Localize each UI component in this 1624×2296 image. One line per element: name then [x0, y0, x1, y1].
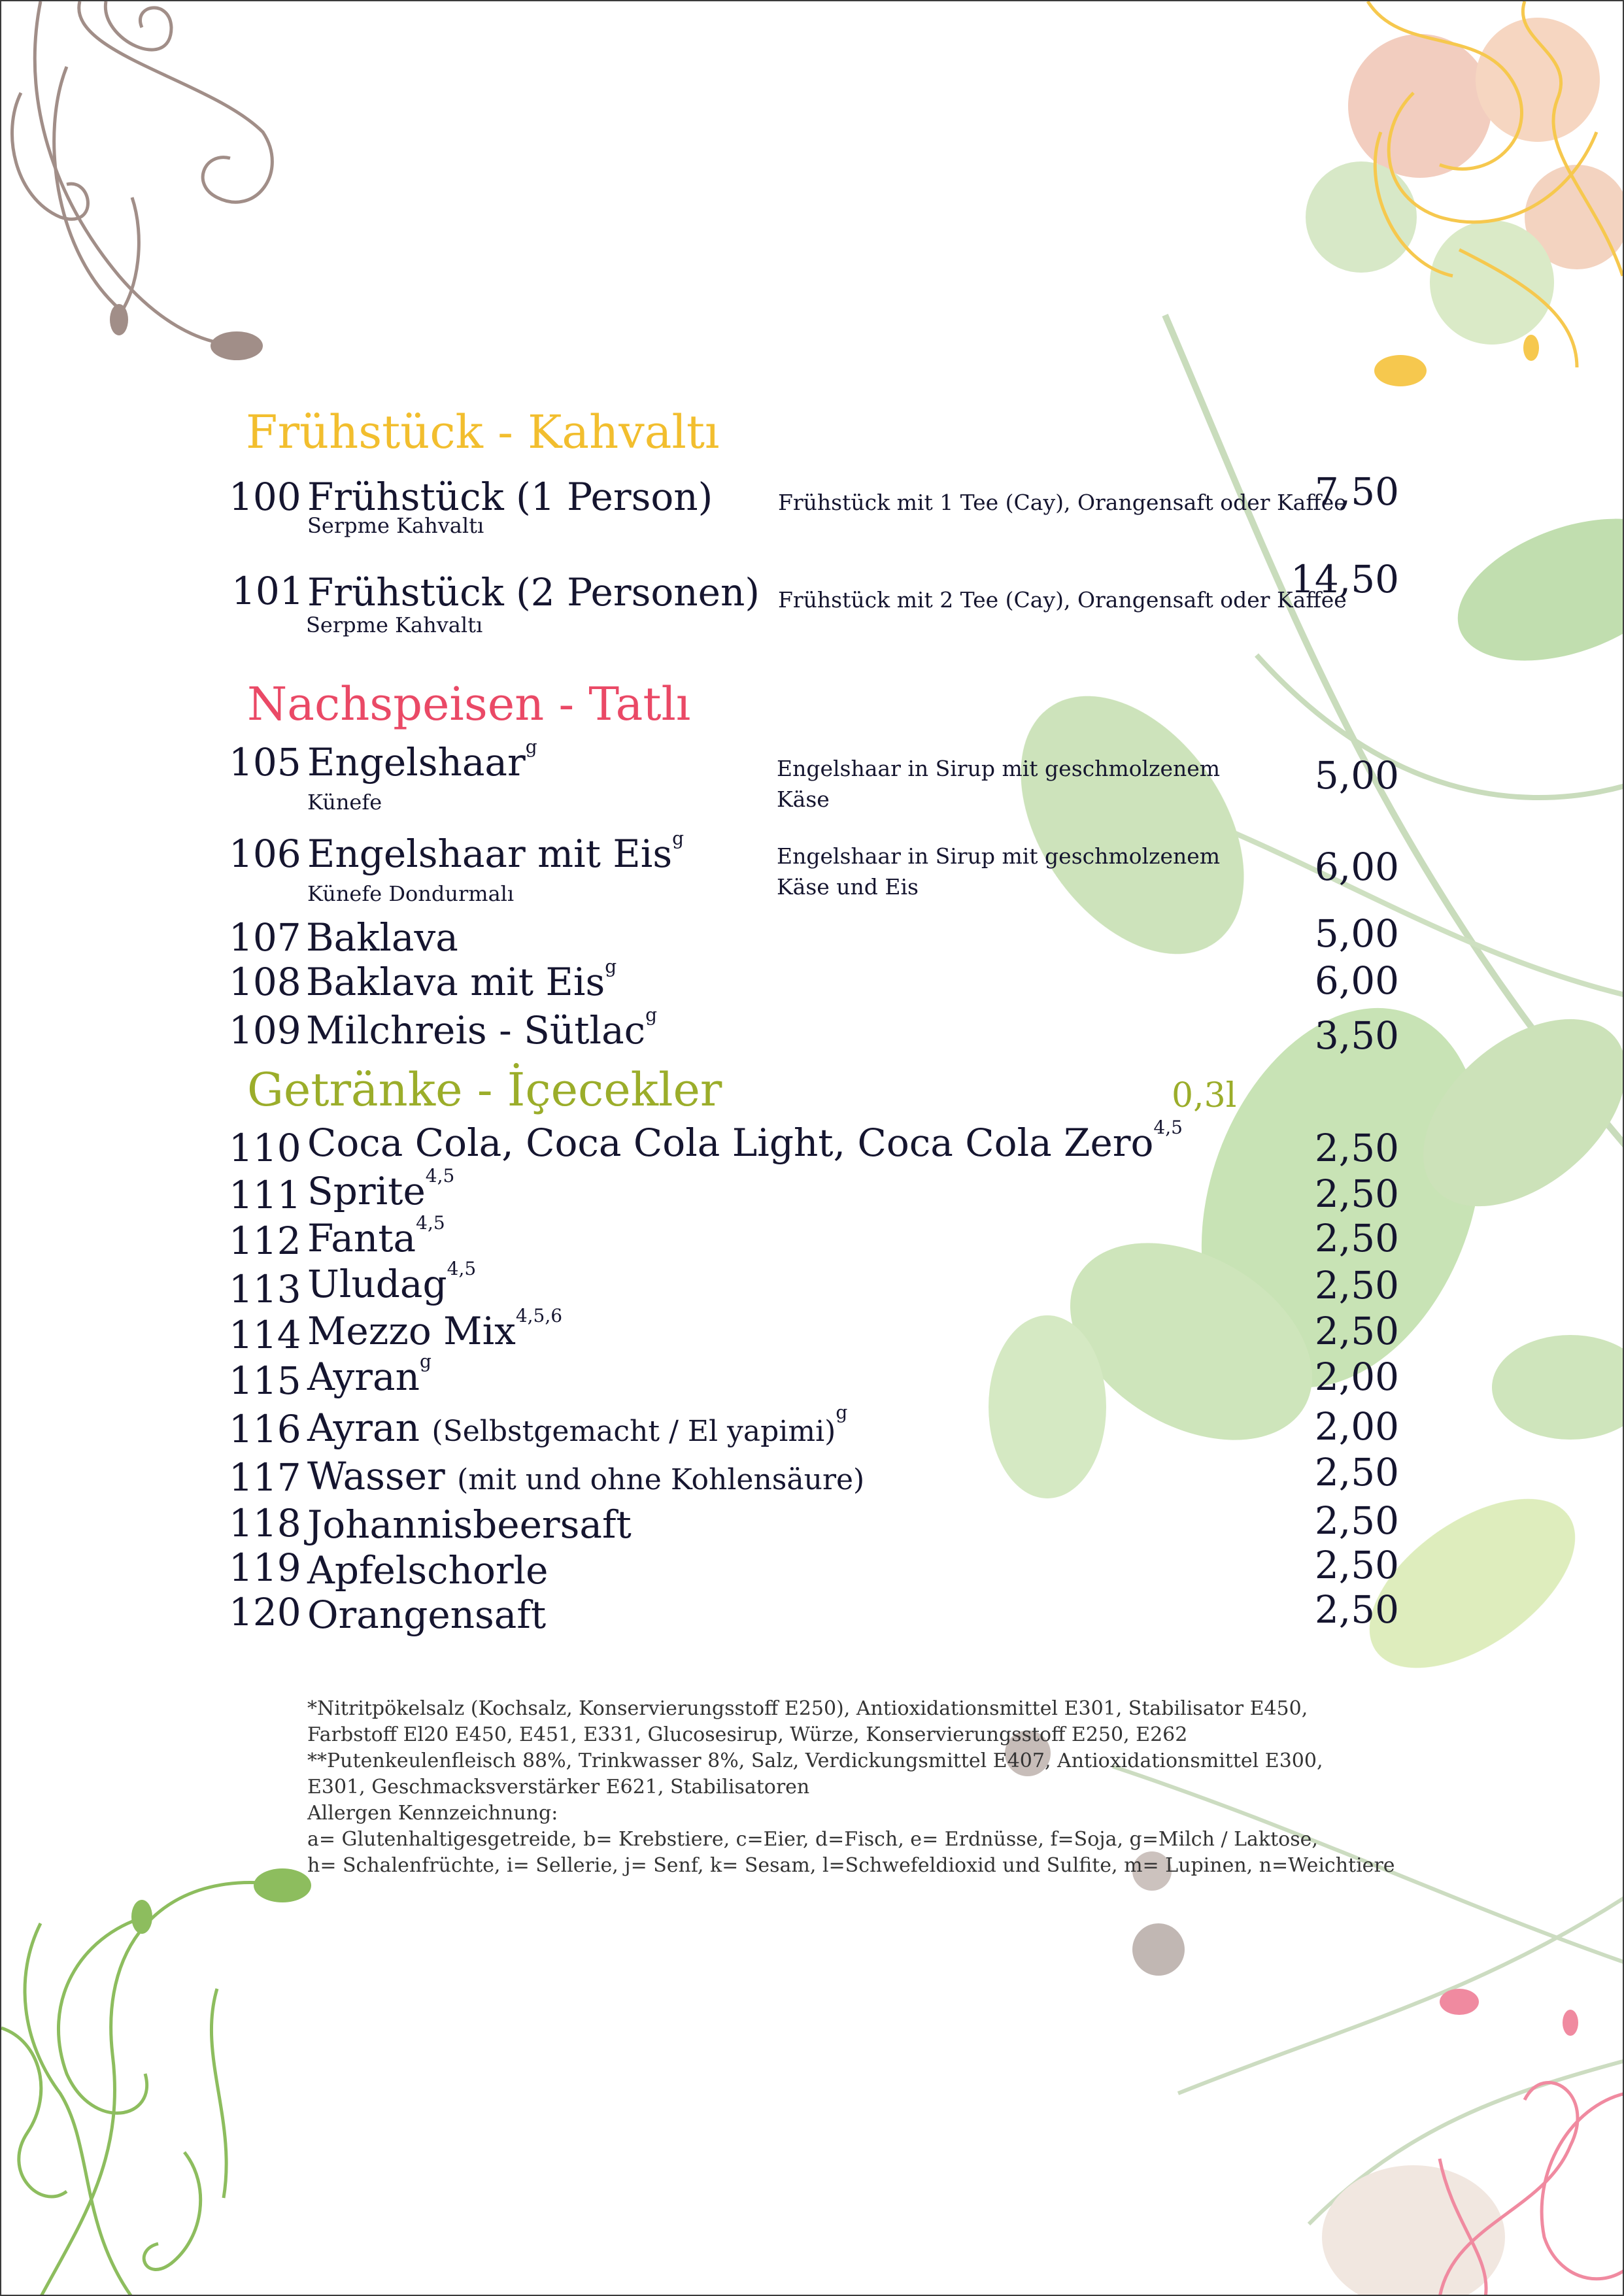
item-price: 14,50: [1290, 557, 1399, 601]
item-name: Wasser (mit und ohne Kohlensäure): [307, 1454, 865, 1498]
item-number: 105: [229, 740, 301, 785]
item-name: Apfelschorle: [307, 1548, 549, 1593]
item-price: 2,50: [1314, 1450, 1399, 1494]
item-name: Johannisbeersaft: [307, 1502, 632, 1547]
item-price: 2,50: [1314, 1263, 1399, 1308]
item-number: 113: [229, 1267, 301, 1311]
top-right-swirl-ornament: [1361, 1, 1624, 394]
item-name: Milchreis - Sütlac$^g$: [306, 1004, 658, 1053]
footnote-line: Allergen Kennzeichnung:: [307, 1802, 558, 1825]
footnote-line: *Nitritpökelsalz (Kochsalz, Konservierungsstoff E250), Antioxidationsmittel E301, Stabilisator E450,: [307, 1697, 1308, 1720]
item-name: Coca Cola, Coca Cola Light, Coca Cola Zero$^{4,5}$: [307, 1117, 1183, 1165]
item-price: 2,50: [1314, 1498, 1399, 1543]
item-name: Fanta$^{4,5}$: [307, 1212, 445, 1260]
item-price: 6,00: [1314, 958, 1399, 1003]
item-name: Frühstück (2 Personen): [307, 570, 760, 615]
breakfast-heading: Frühstück - Kahvaltı: [246, 405, 720, 459]
footnote-line: **Putenkeulenfleisch 88%, Trinkwasser 8%, Salz, Verdickungsmittel E407, Antioxidationsmittel E300,: [307, 1749, 1323, 1772]
item-name: Uludag$^{4,5}$: [307, 1258, 477, 1306]
item-name: Orangensaft: [307, 1593, 547, 1637]
item-description: Engelshaar in Sirup mit geschmolzenem Käse: [777, 756, 1221, 812]
bottom-right-swirl-ornament: [1400, 1963, 1624, 2296]
item-description: Frühstück mit 2 Tee (Cay), Orangensaft oder Kaffee: [778, 587, 1347, 613]
item-price: 2,50: [1314, 1172, 1399, 1216]
item-number: 106: [229, 832, 301, 876]
item-name: Engelshaar mit Eis$^g$: [307, 828, 685, 876]
item-number: 114: [229, 1313, 301, 1357]
item-subtitle: Künefe: [307, 790, 382, 815]
footnote-line: a= Glutenhaltigesgetreide, b= Krebstiere, c=Eier, d=Fisch, e= Erdnüsse, f=Soja, g=Milch / Laktose,: [307, 1828, 1318, 1851]
item-subtitle: Künefe Dondurmalı: [307, 881, 515, 906]
item-number: 115: [229, 1359, 301, 1403]
item-price: 7,50: [1314, 469, 1399, 514]
footnote-line: E301, Geschmacksverstärker E621, Stabilisatoren: [307, 1776, 810, 1798]
item-name: Frühstück (1 Person): [307, 475, 713, 519]
bottom-left-swirl-ornament: [1, 1858, 328, 2296]
item-name: Mezzo Mix$^{4,5,6}$: [307, 1305, 563, 1353]
item-price: 3,50: [1314, 1013, 1399, 1058]
item-price: 2,50: [1314, 1309, 1399, 1353]
item-subtitle: Serpme Kahvaltı: [306, 613, 483, 637]
item-price: 5,00: [1314, 911, 1399, 956]
item-number: 116: [229, 1407, 301, 1451]
item-price: 2,50: [1314, 1543, 1399, 1587]
item-price: 2,50: [1314, 1587, 1399, 1632]
drinks-size-label: 0,3l: [1172, 1076, 1237, 1115]
item-description: Engelshaar in Sirup mit geschmolzenem Käse und Eis: [777, 843, 1221, 900]
top-left-swirl-ornament: [1, 1, 282, 367]
item-number: 120: [229, 1590, 301, 1634]
item-number: 118: [229, 1501, 301, 1545]
item-name: Baklava: [306, 915, 458, 960]
item-price: 2,00: [1314, 1355, 1399, 1399]
item-name: Baklava mit Eis$^g$: [306, 956, 617, 1004]
basil-leaf-icon: [1438, 491, 1624, 688]
item-number: 110: [229, 1126, 301, 1170]
item-number: 112: [229, 1219, 301, 1263]
desserts-heading: Nachspeisen - Tatlı: [247, 677, 691, 731]
item-subtitle: Serpme Kahvaltı: [307, 513, 484, 538]
item-number: 111: [229, 1173, 301, 1217]
item-number: 100: [229, 475, 301, 519]
item-description: Frühstück mit 1 Tee (Cay), Orangensaft oder Kaffee: [778, 490, 1347, 515]
item-number: 109: [229, 1008, 301, 1053]
item-name: Engelshaar$^g$: [307, 736, 537, 785]
footnote-line: h= Schalenfrüchte, i= Sellerie, j= Senf, k= Sesam, l=Schwefeldioxid und Sulfite, m= Lupinen, n=Weichtiere: [307, 1854, 1395, 1877]
item-price: 5,00: [1314, 753, 1399, 798]
item-number: 108: [229, 960, 301, 1004]
footnote-line: Farbstoff El20 E450, E451, E331, Glucosesirup, Würze, Konservierungsstoff E250, E262: [307, 1723, 1188, 1746]
item-name: Sprite$^{4,5}$: [307, 1165, 455, 1213]
item-price: 2,50: [1314, 1216, 1399, 1260]
item-name: Ayran$^g$: [307, 1351, 431, 1399]
item-price: 2,00: [1314, 1404, 1399, 1449]
allergen-footnotes: [307, 1696, 1395, 1879]
item-number: 117: [229, 1455, 301, 1500]
item-number: 119: [229, 1545, 301, 1590]
item-number: 107: [229, 915, 301, 960]
item-number: 101: [231, 569, 304, 613]
item-name: Ayran (Selbstgemacht / El yapimi)$^g$: [307, 1402, 848, 1450]
item-price: 6,00: [1314, 845, 1399, 889]
drinks-heading: Getränke - İçecekler: [247, 1063, 722, 1117]
item-price: 2,50: [1314, 1126, 1399, 1170]
